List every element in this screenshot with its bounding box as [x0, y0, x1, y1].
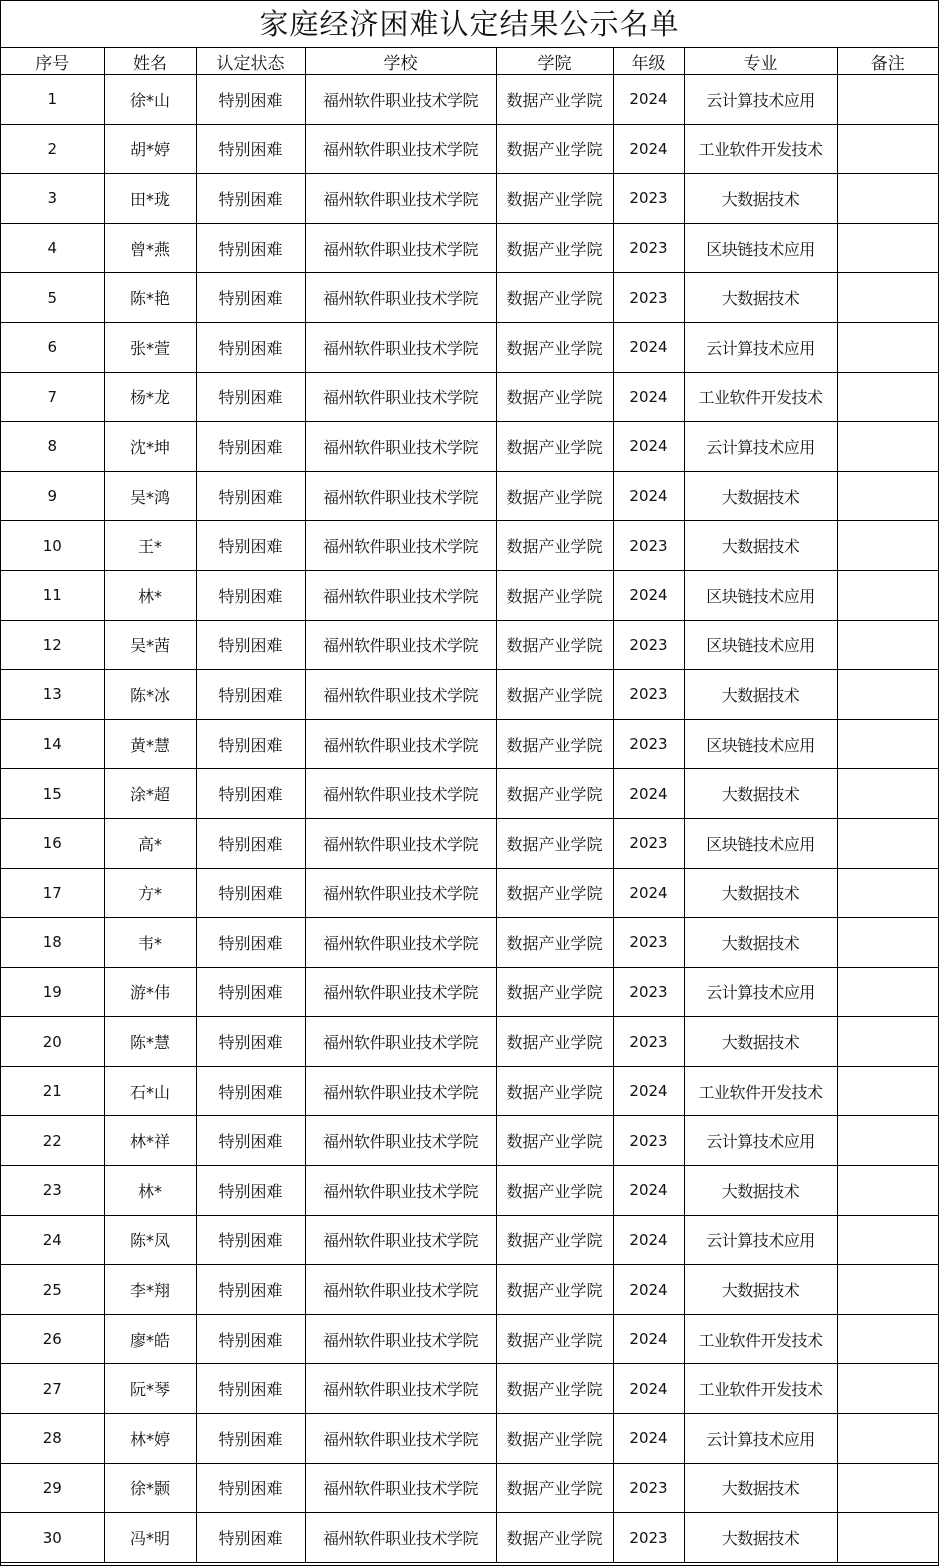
- cell-college: 数据产业学院: [496, 1166, 613, 1216]
- cell-status: 特别困难: [196, 719, 305, 769]
- cell-status: 特别困难: [196, 521, 305, 571]
- table-row: [1, 719, 938, 769]
- cell-school: 福州软件职业技术学院: [305, 1215, 496, 1265]
- cell-grade: 2024: [613, 124, 684, 174]
- cell-index: 7: [1, 372, 104, 422]
- cell-index: 14: [1, 719, 104, 769]
- cell-major: 大数据技术: [684, 769, 837, 819]
- cell-major: 工业软件开发技术: [684, 1314, 837, 1364]
- cell-college: 数据产业学院: [496, 620, 613, 670]
- cell-status: 特别困难: [196, 174, 305, 224]
- cell-major: 云计算技术应用: [684, 1414, 837, 1464]
- cell-school: 福州软件职业技术学院: [305, 1513, 496, 1563]
- cell-index: 28: [1, 1414, 104, 1464]
- cell-college: 数据产业学院: [496, 769, 613, 819]
- cell-grade: 2023: [613, 620, 684, 670]
- cell-school: 福州软件职业技术学院: [305, 1463, 496, 1513]
- cell-index: 5: [1, 273, 104, 323]
- cell-school: 福州软件职业技术学院: [305, 273, 496, 323]
- table-row: [1, 1314, 938, 1364]
- cell-major: 大数据技术: [684, 918, 837, 968]
- table-row: [1, 570, 938, 620]
- cell-note: [837, 620, 938, 670]
- table-row: [1, 670, 938, 720]
- cell-school: 福州软件职业技术学院: [305, 322, 496, 372]
- cell-note: [837, 1513, 938, 1563]
- cell-major: 云计算技术应用: [684, 1215, 837, 1265]
- cell-index: 26: [1, 1314, 104, 1364]
- cell-note: [837, 1314, 938, 1364]
- cell-name: 廖*皓: [104, 1314, 196, 1364]
- cell-name: 胡*婷: [104, 124, 196, 174]
- cell-status: 特别困难: [196, 1116, 305, 1166]
- cell-status: 特别困难: [196, 1364, 305, 1414]
- cell-name: 李*翔: [104, 1265, 196, 1315]
- cell-college: 数据产业学院: [496, 570, 613, 620]
- cell-index: 20: [1, 1017, 104, 1067]
- cell-note: [837, 223, 938, 273]
- cell-note: [837, 471, 938, 521]
- cell-grade: 2023: [613, 1116, 684, 1166]
- cell-school: 福州软件职业技术学院: [305, 620, 496, 670]
- cell-major: 云计算技术应用: [684, 322, 837, 372]
- table-row: [1, 1414, 938, 1464]
- cell-school: 福州软件职业技术学院: [305, 75, 496, 125]
- cell-status: 特别困难: [196, 918, 305, 968]
- cell-major: 大数据技术: [684, 1265, 837, 1315]
- cell-status: 特别困难: [196, 769, 305, 819]
- cell-note: [837, 1414, 938, 1464]
- cell-grade: 2023: [613, 818, 684, 868]
- cell-index: 30: [1, 1513, 104, 1563]
- cell-school: 福州软件职业技术学院: [305, 818, 496, 868]
- table-row: [1, 1066, 938, 1116]
- cell-note: [837, 769, 938, 819]
- cell-major: 大数据技术: [684, 273, 837, 323]
- cell-name: 林*: [104, 1166, 196, 1216]
- cell-school: 福州软件职业技术学院: [305, 471, 496, 521]
- table-row: [1, 75, 938, 125]
- table-row: [1, 372, 938, 422]
- cell-major: 大数据技术: [684, 868, 837, 918]
- cell-major: 区块链技术应用: [684, 223, 837, 273]
- cell-status: 特别困难: [196, 124, 305, 174]
- table-row: [1, 918, 938, 968]
- cell-name: 吴*鸿: [104, 471, 196, 521]
- table-row: [1, 1265, 938, 1315]
- cell-grade: 2024: [613, 1215, 684, 1265]
- cell-college: 数据产业学院: [496, 1463, 613, 1513]
- cell-note: [837, 1066, 938, 1116]
- cell-college: 数据产业学院: [496, 1215, 613, 1265]
- cell-name: 杨*龙: [104, 372, 196, 422]
- cell-note: [837, 1215, 938, 1265]
- table-row: [1, 422, 938, 472]
- header-school: 学校: [305, 48, 496, 75]
- header-name: 姓名: [104, 48, 196, 75]
- cell-status: 特别困难: [196, 1314, 305, 1364]
- cell-note: [837, 322, 938, 372]
- cell-grade: 2024: [613, 422, 684, 472]
- cell-school: 福州软件职业技术学院: [305, 174, 496, 224]
- cell-note: [837, 918, 938, 968]
- cell-note: [837, 967, 938, 1017]
- cell-school: 福州软件职业技术学院: [305, 1265, 496, 1315]
- cell-major: 大数据技术: [684, 1463, 837, 1513]
- cell-college: 数据产业学院: [496, 1066, 613, 1116]
- results-table: [1, 48, 938, 1563]
- cell-school: 福州软件职业技术学院: [305, 918, 496, 968]
- cell-name: 王*: [104, 521, 196, 571]
- cell-major: 大数据技术: [684, 1166, 837, 1216]
- cell-grade: 2024: [613, 75, 684, 125]
- cell-name: 方*: [104, 868, 196, 918]
- cell-college: 数据产业学院: [496, 868, 613, 918]
- cell-index: 11: [1, 570, 104, 620]
- cell-major: 工业软件开发技术: [684, 1066, 837, 1116]
- cell-school: 福州软件职业技术学院: [305, 422, 496, 472]
- table-row: [1, 620, 938, 670]
- cell-grade: 2024: [613, 1066, 684, 1116]
- cell-name: 林*婷: [104, 1414, 196, 1464]
- cell-college: 数据产业学院: [496, 124, 613, 174]
- cell-name: 游*伟: [104, 967, 196, 1017]
- cell-status: 特别困难: [196, 372, 305, 422]
- cell-grade: 2023: [613, 174, 684, 224]
- cell-note: [837, 75, 938, 125]
- cell-index: 16: [1, 818, 104, 868]
- cell-note: [837, 1463, 938, 1513]
- cell-school: 福州软件职业技术学院: [305, 521, 496, 571]
- cell-status: 特别困难: [196, 967, 305, 1017]
- cell-index: 1: [1, 75, 104, 125]
- cell-index: 6: [1, 322, 104, 372]
- cell-school: 福州软件职业技术学院: [305, 1116, 496, 1166]
- cell-college: 数据产业学院: [496, 372, 613, 422]
- table-row: [1, 868, 938, 918]
- cell-major: 云计算技术应用: [684, 1116, 837, 1166]
- cell-college: 数据产业学院: [496, 1116, 613, 1166]
- cell-grade: 2023: [613, 918, 684, 968]
- cell-school: 福州软件职业技术学院: [305, 372, 496, 422]
- cell-college: 数据产业学院: [496, 273, 613, 323]
- cell-index: 17: [1, 868, 104, 918]
- cell-grade: 2023: [613, 1017, 684, 1067]
- cell-index: 3: [1, 174, 104, 224]
- cell-status: 特别困难: [196, 1265, 305, 1315]
- cell-grade: 2024: [613, 769, 684, 819]
- cell-name: 韦*: [104, 918, 196, 968]
- table-row: [1, 273, 938, 323]
- cell-major: 大数据技术: [684, 1513, 837, 1563]
- cell-status: 特别困难: [196, 670, 305, 720]
- table-body: [1, 75, 938, 1563]
- cell-college: 数据产业学院: [496, 521, 613, 571]
- cell-name: 曾*燕: [104, 223, 196, 273]
- table-row: [1, 1215, 938, 1265]
- cell-college: 数据产业学院: [496, 174, 613, 224]
- cell-college: 数据产业学院: [496, 967, 613, 1017]
- cell-name: 高*: [104, 818, 196, 868]
- cell-name: 石*山: [104, 1066, 196, 1116]
- cell-status: 特别困难: [196, 1414, 305, 1464]
- cell-major: 大数据技术: [684, 471, 837, 521]
- cell-college: 数据产业学院: [496, 1017, 613, 1067]
- cell-school: 福州软件职业技术学院: [305, 670, 496, 720]
- cell-note: [837, 124, 938, 174]
- cell-name: 黄*慧: [104, 719, 196, 769]
- cell-college: 数据产业学院: [496, 1314, 613, 1364]
- cell-school: 福州软件职业技术学院: [305, 1066, 496, 1116]
- cell-note: [837, 422, 938, 472]
- cell-note: [837, 1265, 938, 1315]
- cell-college: 数据产业学院: [496, 75, 613, 125]
- cell-grade: 2024: [613, 868, 684, 918]
- cell-grade: 2024: [613, 471, 684, 521]
- cell-school: 福州软件职业技术学院: [305, 967, 496, 1017]
- cell-name: 沈*坤: [104, 422, 196, 472]
- cell-index: 12: [1, 620, 104, 670]
- cell-school: 福州软件职业技术学院: [305, 1414, 496, 1464]
- table-row: [1, 1513, 938, 1563]
- cell-grade: 2024: [613, 1265, 684, 1315]
- header-index: 序号: [1, 48, 104, 75]
- table-row: [1, 223, 938, 273]
- cell-index: 15: [1, 769, 104, 819]
- cell-note: [837, 174, 938, 224]
- cell-name: 冯*明: [104, 1513, 196, 1563]
- cell-major: 大数据技术: [684, 174, 837, 224]
- cell-grade: 2024: [613, 322, 684, 372]
- cell-index: 19: [1, 967, 104, 1017]
- cell-status: 特别困难: [196, 1017, 305, 1067]
- cell-index: 21: [1, 1066, 104, 1116]
- table-row: [1, 1364, 938, 1414]
- cell-college: 数据产业学院: [496, 223, 613, 273]
- table-row: [1, 124, 938, 174]
- cell-index: 13: [1, 670, 104, 720]
- table-row: [1, 818, 938, 868]
- cell-status: 特别困难: [196, 1215, 305, 1265]
- cell-name: 田*珑: [104, 174, 196, 224]
- cell-index: 9: [1, 471, 104, 521]
- cell-major: 区块链技术应用: [684, 620, 837, 670]
- cell-college: 数据产业学院: [496, 1513, 613, 1563]
- cell-major: 云计算技术应用: [684, 422, 837, 472]
- header-note: 备注: [837, 48, 938, 75]
- cell-note: [837, 521, 938, 571]
- cell-major: 工业软件开发技术: [684, 372, 837, 422]
- cell-status: 特别困难: [196, 273, 305, 323]
- cell-grade: 2023: [613, 223, 684, 273]
- cell-name: 阮*琴: [104, 1364, 196, 1414]
- cell-status: 特别困难: [196, 1166, 305, 1216]
- cell-name: 张*萱: [104, 322, 196, 372]
- cell-college: 数据产业学院: [496, 322, 613, 372]
- cell-index: 27: [1, 1364, 104, 1414]
- cell-note: [837, 670, 938, 720]
- cell-major: 区块链技术应用: [684, 719, 837, 769]
- cell-grade: 2023: [613, 719, 684, 769]
- cell-major: 云计算技术应用: [684, 75, 837, 125]
- cell-grade: 2024: [613, 1166, 684, 1216]
- cell-note: [837, 818, 938, 868]
- cell-status: 特别困难: [196, 570, 305, 620]
- cell-index: 10: [1, 521, 104, 571]
- table-row: [1, 322, 938, 372]
- header-grade: 年级: [613, 48, 684, 75]
- cell-college: 数据产业学院: [496, 1364, 613, 1414]
- cell-school: 福州软件职业技术学院: [305, 769, 496, 819]
- cell-name: 林*祥: [104, 1116, 196, 1166]
- cell-name: 陈*冰: [104, 670, 196, 720]
- cell-status: 特别困难: [196, 471, 305, 521]
- cell-school: 福州软件职业技术学院: [305, 1364, 496, 1414]
- cell-grade: 2024: [613, 1314, 684, 1364]
- table-header-row: [1, 48, 938, 75]
- header-status: 认定状态: [196, 48, 305, 75]
- cell-note: [837, 273, 938, 323]
- table-row: [1, 769, 938, 819]
- cell-school: 福州软件职业技术学院: [305, 1314, 496, 1364]
- cell-note: [837, 372, 938, 422]
- cell-major: 区块链技术应用: [684, 818, 837, 868]
- cell-grade: 2023: [613, 967, 684, 1017]
- cell-index: 22: [1, 1116, 104, 1166]
- cell-status: 特别困难: [196, 322, 305, 372]
- cell-grade: 2023: [613, 1463, 684, 1513]
- cell-status: 特别困难: [196, 1513, 305, 1563]
- cell-school: 福州软件职业技术学院: [305, 1017, 496, 1067]
- cell-grade: 2024: [613, 1414, 684, 1464]
- table-row: [1, 967, 938, 1017]
- cell-name: 陈*凤: [104, 1215, 196, 1265]
- cell-status: 特别困难: [196, 620, 305, 670]
- table-row: [1, 471, 938, 521]
- cell-index: 18: [1, 918, 104, 968]
- cell-status: 特别困难: [196, 75, 305, 125]
- cell-status: 特别困难: [196, 1066, 305, 1116]
- cell-note: [837, 1116, 938, 1166]
- cell-major: 工业软件开发技术: [684, 1364, 837, 1414]
- cell-name: 陈*艳: [104, 273, 196, 323]
- cell-note: [837, 719, 938, 769]
- cell-school: 福州软件职业技术学院: [305, 570, 496, 620]
- cell-college: 数据产业学院: [496, 1414, 613, 1464]
- cell-name: 陈*慧: [104, 1017, 196, 1067]
- cell-index: 2: [1, 124, 104, 174]
- cell-index: 8: [1, 422, 104, 472]
- cell-school: 福州软件职业技术学院: [305, 719, 496, 769]
- page-title: 家庭经济困难认定结果公示名单: [1, 1, 938, 48]
- cell-school: 福州软件职业技术学院: [305, 223, 496, 273]
- cell-major: 工业软件开发技术: [684, 124, 837, 174]
- cell-name: 吴*茜: [104, 620, 196, 670]
- table-row: [1, 1017, 938, 1067]
- cell-status: 特别困难: [196, 818, 305, 868]
- table-row: [1, 1166, 938, 1216]
- cell-note: [837, 1017, 938, 1067]
- cell-index: 29: [1, 1463, 104, 1513]
- cell-name: 涂*超: [104, 769, 196, 819]
- cell-school: 福州软件职业技术学院: [305, 868, 496, 918]
- cell-name: 林*: [104, 570, 196, 620]
- cell-college: 数据产业学院: [496, 818, 613, 868]
- cell-major: 大数据技术: [684, 1017, 837, 1067]
- cell-index: 4: [1, 223, 104, 273]
- cell-college: 数据产业学院: [496, 918, 613, 968]
- cell-note: [837, 570, 938, 620]
- cell-name: 徐*颢: [104, 1463, 196, 1513]
- cell-status: 特别困难: [196, 422, 305, 472]
- cell-major: 大数据技术: [684, 521, 837, 571]
- cell-grade: 2024: [613, 570, 684, 620]
- cell-grade: 2023: [613, 273, 684, 323]
- cell-note: [837, 1364, 938, 1414]
- cell-grade: 2023: [613, 670, 684, 720]
- cell-index: 23: [1, 1166, 104, 1216]
- cell-college: 数据产业学院: [496, 670, 613, 720]
- cell-school: 福州软件职业技术学院: [305, 1166, 496, 1216]
- cell-major: 大数据技术: [684, 670, 837, 720]
- cell-major: 云计算技术应用: [684, 967, 837, 1017]
- cell-grade: 2023: [613, 1513, 684, 1563]
- cell-grade: 2023: [613, 521, 684, 571]
- table-row: [1, 1116, 938, 1166]
- cell-major: 区块链技术应用: [684, 570, 837, 620]
- cell-status: 特别困难: [196, 1463, 305, 1513]
- cell-grade: 2024: [613, 1364, 684, 1414]
- cell-grade: 2024: [613, 372, 684, 422]
- table-row: [1, 174, 938, 224]
- table-row: [1, 1463, 938, 1513]
- cell-status: 特别困难: [196, 223, 305, 273]
- cell-index: 24: [1, 1215, 104, 1265]
- table-row: [1, 521, 938, 571]
- cell-note: [837, 868, 938, 918]
- header-major: 专业: [684, 48, 837, 75]
- cell-college: 数据产业学院: [496, 719, 613, 769]
- cell-name: 徐*山: [104, 75, 196, 125]
- cell-college: 数据产业学院: [496, 471, 613, 521]
- cell-note: [837, 1166, 938, 1216]
- header-college: 学院: [496, 48, 613, 75]
- cell-college: 数据产业学院: [496, 1265, 613, 1315]
- cell-college: 数据产业学院: [496, 422, 613, 472]
- cell-school: 福州软件职业技术学院: [305, 124, 496, 174]
- cell-index: 25: [1, 1265, 104, 1315]
- cell-status: 特别困难: [196, 868, 305, 918]
